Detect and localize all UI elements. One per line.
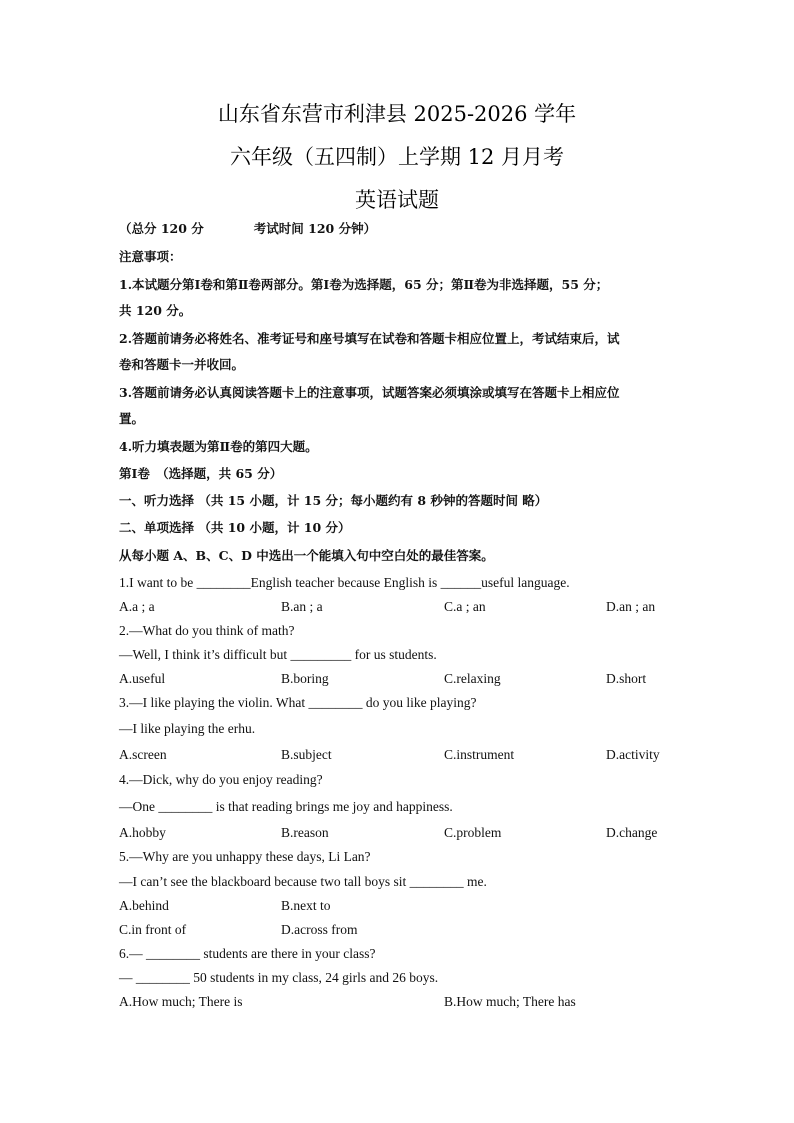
question-1-option-a: A.a ; a [119,599,155,614]
question-4-option-a: A.hobby [119,825,166,840]
question-3-stem: 3.—I like playing the violin. What ________ do you like playing? [119,695,477,710]
exam-title-line2: 六年级（五四制）上学期 12 月月考 [229,145,565,169]
section-1-heading: 一、听力选择 （共 15 小题，计 15 分；每小题约有 8 秒钟的答题时间 略） [119,493,548,508]
question-1-stem: 1.I want to be ________English teacher because English is ______useful language. [119,575,570,590]
question-4-reply: —One ________ is that reading brings me joy and happiness. [119,799,453,814]
question-3-reply: —I like playing the erhu. [119,721,256,736]
question-4-option-c: C.problem [444,825,502,840]
question-5-option-b: B.next to [281,898,331,913]
exam-title-line1: 山东省东营市利津县 2025-2026 学年 [217,102,577,126]
question-2-reply: —Well, I think it’s difficult but _________ for us students. [119,647,437,662]
question-3-option-c: C.instrument [444,747,515,762]
question-2-stem: 2.—What do you think of math? [119,623,295,638]
question-4-option-d: D.change [606,825,658,840]
question-2-option-a: A.useful [119,671,166,686]
question-2-option-c: C.relaxing [444,671,501,686]
note-3-line-b: 置。 [119,411,145,426]
question-3-option-d: D.activity [606,747,660,762]
notes-heading: 注意事项： [119,249,182,264]
question-1-option-b: B.an ; a [281,599,323,614]
section-2-heading: 二、单项选择 （共 10 小题，计 10 分） [119,520,351,535]
question-6-option-b: B.How much; There has [444,994,576,1009]
question-5-option-a: A.behind [119,898,169,913]
note-3-line-a: 3.答题前请务必认真阅读答题卡上的注意事项，试题答案必须填涂或填写在答题卡上相应位 [119,385,620,400]
question-5-option-d: D.across from [281,922,358,937]
question-1-option-d: D.an ; an [606,599,656,614]
section-2-instructions: 从每小题 A、B、C、D 中选出一个能填入句中空白处的最佳答案。 [119,548,494,563]
question-4-option-b: B.reason [281,825,329,840]
question-2-option-d: D.short [606,671,647,686]
question-4-stem: 4.—Dick, why do you enjoy reading? [119,772,323,787]
question-5-stem: 5.—Why are you unhappy these days, Li Lan? [119,849,371,864]
question-5-reply: —I can’t see the blackboard because two tall boys sit ________ me. [119,874,487,889]
question-6-reply: — ________ 50 students in my class, 24 girls and 26 boys. [119,970,439,985]
note-2-line-b: 卷和答题卡一并收回。 [119,357,245,372]
question-3-option-b: B.subject [281,747,332,762]
exam-meta: （总分 120 分 考试时间 120 分钟） [119,221,377,236]
volume-1-heading: 第Ⅰ卷 （选择题，共 65 分） [119,466,283,481]
note-2-line-a: 2.答题前请务必将姓名、准考证号和座号填写在试卷和答题卡相应位置上，考试结束后，试 [119,331,620,346]
question-1-option-c: C.a ; an [444,599,486,614]
question-3-option-a: A.screen [119,747,167,762]
exam-title-line3: 英语试题 [355,188,439,212]
note-1-line-b: 共 120 分。 [119,303,192,318]
question-2-option-b: B.boring [281,671,329,686]
question-6-option-a: A.How much; There is [119,994,243,1009]
note-1-line-a: 1.本试题分第Ⅰ卷和第Ⅱ卷两部分。第Ⅰ卷为选择题，65 分；第Ⅱ卷为非选择题，55 分； [119,277,609,292]
note-4: 4.听力填表题为第Ⅱ卷的第四大题。 [119,439,318,454]
question-5-option-c: C.in front of [119,922,187,937]
question-6-stem: 6.— ________ students are there in your class? [119,946,376,961]
